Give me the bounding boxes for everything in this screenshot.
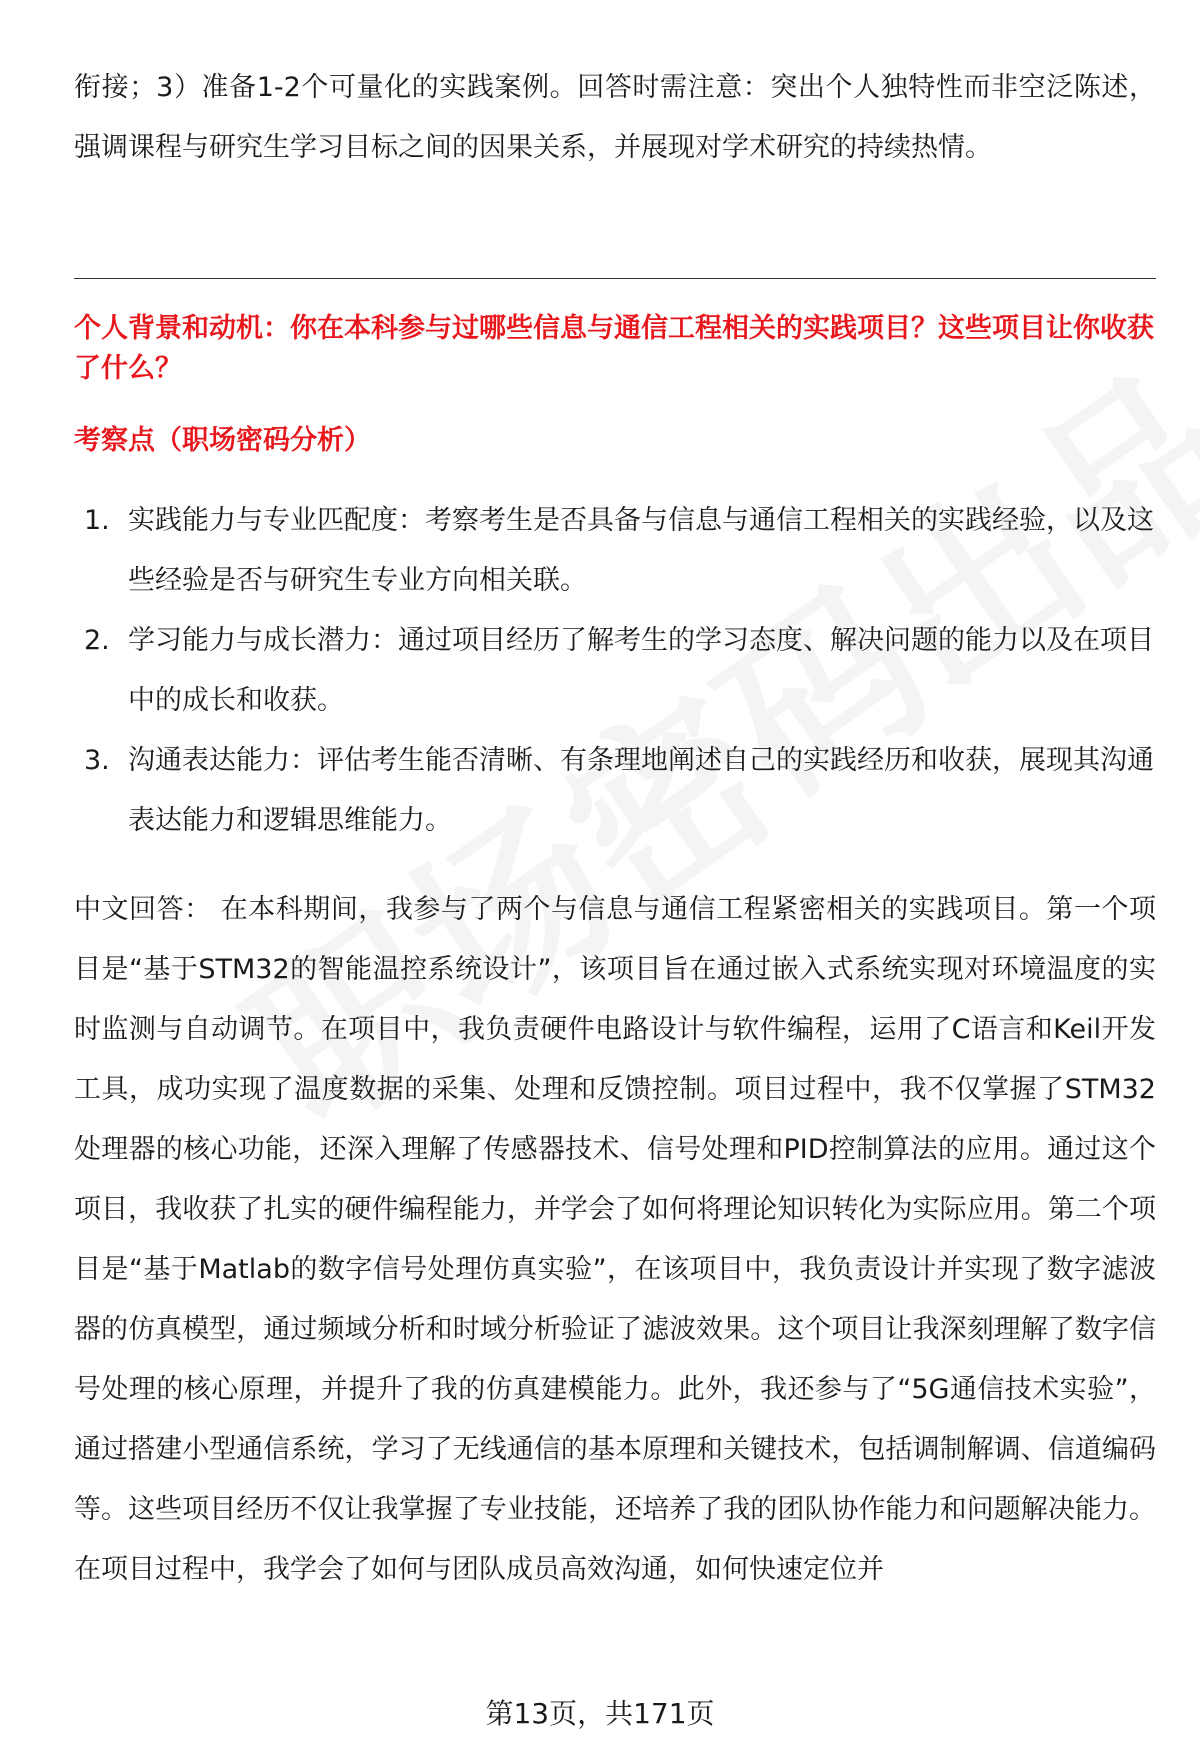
section-divider <box>74 278 1156 279</box>
list-item-text: 学习能力与成长潜力：通过项目经历了解考生的学习态度、解决问题的能力以及在项目中的成长和收获。 <box>128 625 1154 716</box>
intro-paragraph: 衔接；3）准备1-2个可量化的实践案例。回答时需注意：突出个人独特性而非空泛陈述，强调课程与研究生学习目标之间的因果关系，并展现对学术研究的持续热情。 <box>74 72 1156 163</box>
list-item-number: 1. <box>84 505 110 536</box>
list-item <box>74 731 1156 851</box>
assessment-heading: 考察点（职场密码分析） <box>74 425 371 456</box>
list-item-number: 2. <box>84 625 110 656</box>
assessment-list <box>74 491 1156 851</box>
list-item-text: 实践能力与专业匹配度：考察考生是否具备与信息与通信工程相关的实践经验，以及这些经验是否与研究生专业方向相关联。 <box>128 505 1154 596</box>
page-number: 第13页，共171页 <box>485 1697 715 1730</box>
list-item <box>74 491 1156 611</box>
answer-paragraph: 中文回答： 在本科期间，我参与了两个与信息与通信工程紧密相关的实践项目。第一个项目是“基于STM32的智能温控系统设计”，该项目旨在通过嵌入式系统实现对环境温度的实时监测与自动调节。在项目中，我负责硬件电路设计与软件编程，运用了C语言和Keil开发工具，成功实现了温度数据的采集、处理和反馈控制。项目过程中，我不仅掌握了STM32处理器的核心功能，还深入理解了传感器技术、信号处理和PID控制算法的应用。通过这个项目，我收获了扎实的硬件编程能力，并学会了如何将理论知识转化为实际应用。第二个项目是“基于Matlab的数字信号处理仿真实验”，在该项目中，我负责设计并实现了数字滤波器的仿真模型，通过频域分析和时域分析验证了滤波效果。这个项目让我深刻理解了数字信号处理的核心原理，并提升了我的仿真建模能力。此外，我还参与了“5G通信技术实验”，通过搭建小型通信系统，学习了无线通信的基本原理和关键技术，包括调制解调、信道编码等。这些项目经历不仅让我掌握了专业技能，还培养了我的团队协作能力和问题解决能力。在项目过程中，我学会了如何与团队成员高效沟通，如何快速定位并 <box>74 894 1156 1585</box>
question-heading: 个人背景和动机：你在本科参与过哪些信息与通信工程相关的实践项目？这些项目让你收获了什么？ <box>74 313 1154 384</box>
list-item <box>74 611 1156 731</box>
list-item-number: 3. <box>84 745 110 776</box>
list-item-text: 沟通表达能力：评估考生能否清晰、有条理地阐述自己的实践经历和收获，展现其沟通表达能力和逻辑思维能力。 <box>128 745 1154 836</box>
